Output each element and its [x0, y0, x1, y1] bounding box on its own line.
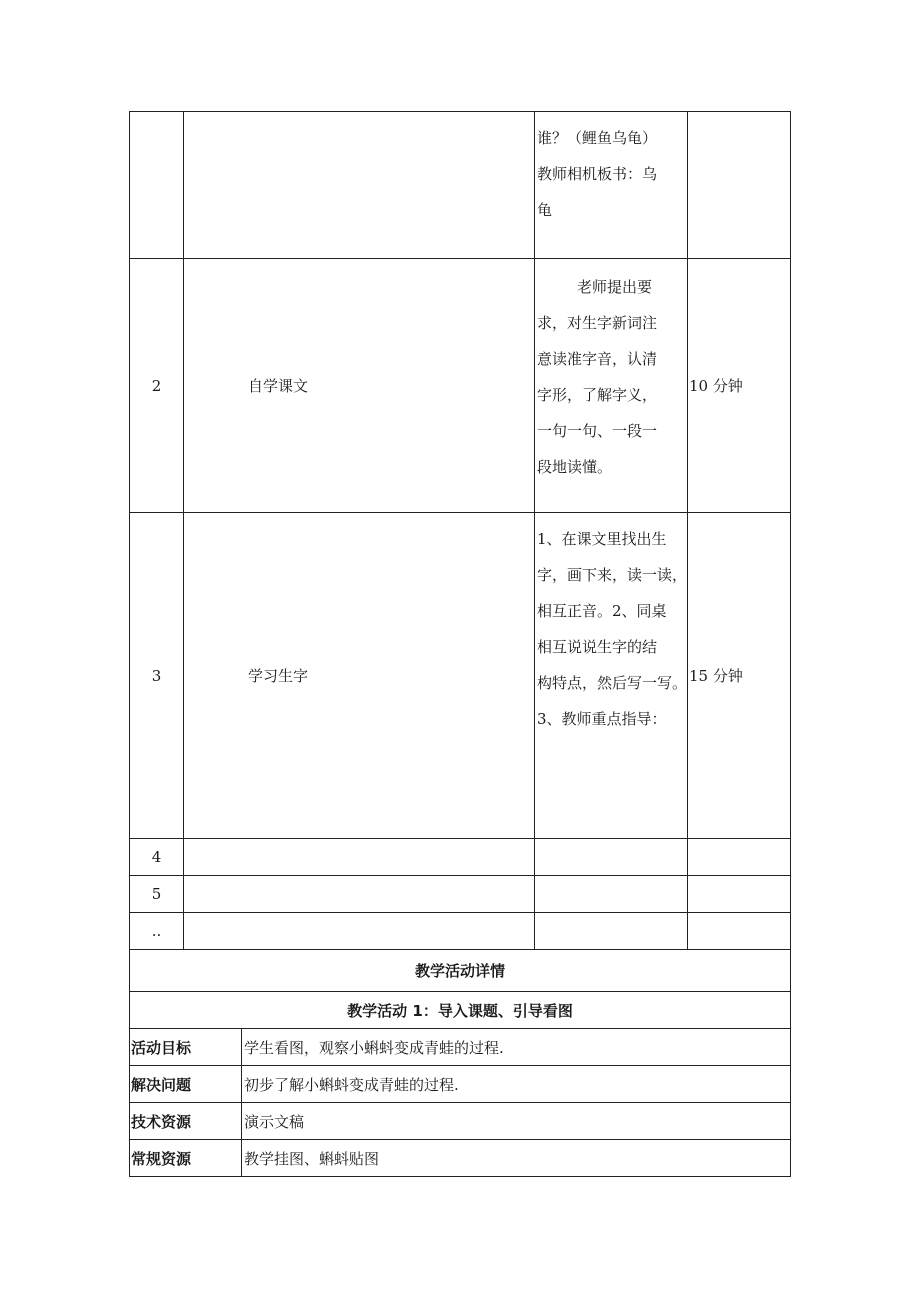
field-value-regular-resource: 教学挂图、蝌蚪贴图 — [242, 1140, 791, 1177]
field-value-goal: 学生看图，观察小蝌蚪变成青蛙的过程. — [242, 1029, 791, 1066]
detail-row — [130, 1103, 791, 1140]
activity-description — [535, 259, 688, 513]
description-line: 字，画下来，读一读， — [537, 566, 688, 584]
description-line: 老师提出要 — [577, 278, 653, 296]
detail-row — [130, 1140, 791, 1177]
table-row — [130, 913, 791, 950]
description-line: 龟 — [537, 201, 553, 219]
detail-row — [130, 1066, 791, 1103]
description-line: 一句一句、一段一 — [537, 422, 658, 440]
activity-description — [535, 876, 688, 913]
description-line: 字形，了解字义， — [537, 386, 658, 404]
activity-time: 15 分钟 — [688, 513, 791, 839]
description-line: 相互正音。2、同桌 — [537, 602, 667, 620]
description-line: 求，对生字新词注 — [537, 314, 658, 332]
activity-name: 自学课文 — [184, 259, 535, 513]
row-number: 5 — [130, 876, 184, 913]
activity-time — [688, 876, 791, 913]
activity-time — [688, 839, 791, 876]
field-label-regular-resource: 常规资源 — [130, 1140, 242, 1177]
field-label-goal: 活动目标 — [130, 1029, 242, 1066]
table-row — [130, 513, 791, 839]
field-value-problem: 初步了解小蝌蚪变成青蛙的过程. — [242, 1066, 791, 1103]
description-line: 1、在课文里找出生 — [537, 530, 667, 548]
activity-description — [535, 112, 688, 259]
description-line: 构特点，然后写一写。 — [537, 674, 688, 692]
section-title: 教学活动详情 — [130, 950, 791, 992]
activity-time — [688, 112, 791, 259]
activity-time: 10 分钟 — [688, 259, 791, 513]
description-line: 谁？（鲤鱼乌龟） — [537, 129, 658, 147]
table-row — [130, 259, 791, 513]
field-value-tech-resource: 演示文稿 — [242, 1103, 791, 1140]
activity-name — [184, 839, 535, 876]
row-number — [130, 112, 184, 259]
description-line: 教师相机板书：乌 — [537, 165, 658, 183]
description-line: 3、教师重点指导： — [537, 710, 667, 728]
row-number: .. — [130, 913, 184, 950]
detail-row — [130, 1029, 791, 1066]
activity-title: 教学活动 1：导入课题、引导看图 — [130, 992, 791, 1029]
activity-description — [535, 513, 688, 839]
row-number: 3 — [130, 513, 184, 839]
table-row — [130, 839, 791, 876]
description-line: 意读准字音，认清 — [537, 350, 658, 368]
activity-name — [184, 112, 535, 259]
lesson-plan-table — [129, 111, 791, 1177]
activity-description — [535, 839, 688, 876]
activity-name — [184, 913, 535, 950]
row-number: 4 — [130, 839, 184, 876]
description-line: 相互说说生字的结 — [537, 638, 658, 656]
field-label-tech-resource: 技术资源 — [130, 1103, 242, 1140]
activity-time — [688, 913, 791, 950]
activity-name — [184, 876, 535, 913]
row-number: 2 — [130, 259, 184, 513]
activity-name: 学习生字 — [184, 513, 535, 839]
description-line: 段地读懂。 — [537, 458, 613, 476]
table-row — [130, 876, 791, 913]
table-row — [130, 112, 791, 259]
activity-description — [535, 913, 688, 950]
field-label-problem: 解决问题 — [130, 1066, 242, 1103]
